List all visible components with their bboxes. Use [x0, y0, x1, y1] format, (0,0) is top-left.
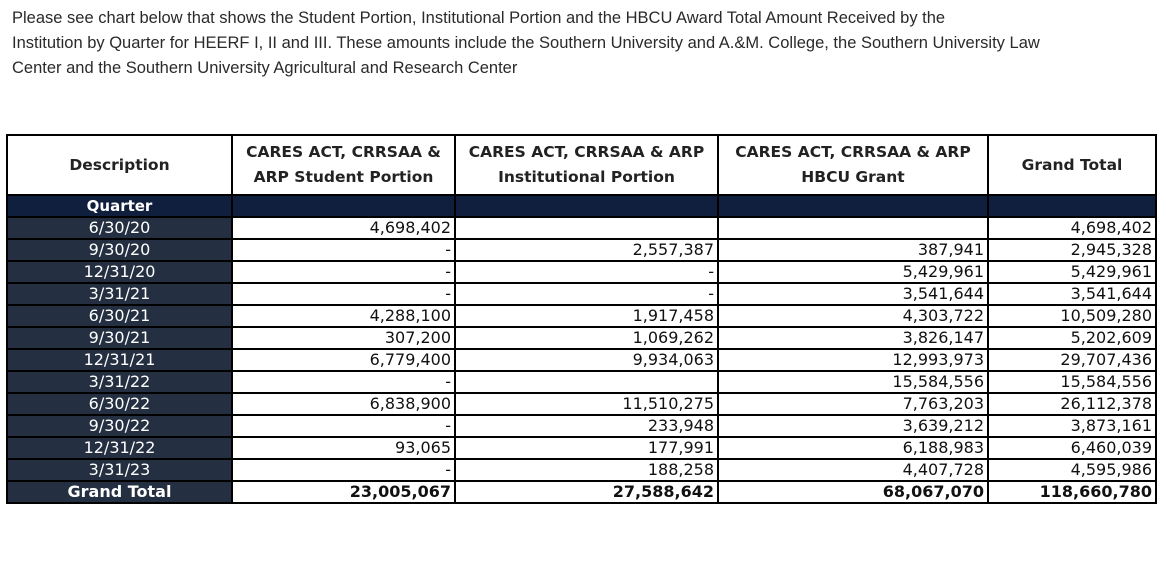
header-student-portion: CARES ACT, CRRSAA & ARP Student Portion — [232, 135, 455, 195]
institutional-portion-cell: 188,258 — [455, 459, 718, 481]
header-grand-total: Grand Total — [988, 135, 1156, 195]
table-row — [7, 349, 1156, 371]
quarter-band-cell — [455, 195, 718, 217]
institutional-portion-cell: - — [455, 283, 718, 305]
hbcu-grant-cell: 3,639,212 — [718, 415, 988, 437]
intro-line-3: Center and the Southern University Agricultural and Research Center — [12, 59, 518, 77]
hbcu-grant-cell — [718, 217, 988, 239]
student-portion-cell: 4,698,402 — [232, 217, 455, 239]
quarter-cell: 9/30/21 — [7, 327, 232, 349]
student-portion-cell: 6,779,400 — [232, 349, 455, 371]
hbcu-grant-cell: 387,941 — [718, 239, 988, 261]
student-portion-cell: - — [232, 239, 455, 261]
quarter-cell: 3/31/21 — [7, 283, 232, 305]
table-row — [7, 437, 1156, 459]
grand-total-cell: 4,698,402 — [988, 217, 1156, 239]
institutional-portion-cell: 9,934,063 — [455, 349, 718, 371]
student-portion-cell: 93,065 — [232, 437, 455, 459]
table-row — [7, 415, 1156, 437]
hbcu-grant-cell: 12,993,973 — [718, 349, 988, 371]
heerf-award-table — [6, 134, 1157, 504]
quarter-group-row — [7, 195, 1156, 217]
grand-total-hbcu-grant-cell: 68,067,070 — [718, 481, 988, 503]
grand-total-cell: 2,945,328 — [988, 239, 1156, 261]
student-portion-cell: - — [232, 459, 455, 481]
table-row — [7, 371, 1156, 393]
grand-total-institutional-portion-cell: 27,588,642 — [455, 481, 718, 503]
hbcu-grant-cell: 4,407,728 — [718, 459, 988, 481]
quarter-cell: 9/30/20 — [7, 239, 232, 261]
quarter-band-cell — [718, 195, 988, 217]
quarter-cell: 6/30/22 — [7, 393, 232, 415]
quarter-cell: 12/31/20 — [7, 261, 232, 283]
table-row — [7, 217, 1156, 239]
student-portion-cell: - — [232, 261, 455, 283]
institutional-portion-cell: 1,069,262 — [455, 327, 718, 349]
grand-total-cell: 29,707,436 — [988, 349, 1156, 371]
header-institutional-portion: CARES ACT, CRRSAA & ARP Institutional Portion — [455, 135, 718, 195]
hbcu-grant-cell: 3,826,147 — [718, 327, 988, 349]
student-portion-cell: 307,200 — [232, 327, 455, 349]
grand-total-cell: 5,202,609 — [988, 327, 1156, 349]
hbcu-grant-cell: 3,541,644 — [718, 283, 988, 305]
heerf-table-container — [6, 134, 1155, 504]
grand-total-cell: 3,873,161 — [988, 415, 1156, 437]
grand-total-cell: 3,541,644 — [988, 283, 1156, 305]
student-portion-cell: 4,288,100 — [232, 305, 455, 327]
grand-total-row — [7, 481, 1156, 503]
grand-total-cell: 5,429,961 — [988, 261, 1156, 283]
quarter-cell: 3/31/23 — [7, 459, 232, 481]
quarter-cell: 3/31/22 — [7, 371, 232, 393]
quarter-band-cell — [988, 195, 1156, 217]
header-description: Description — [7, 135, 232, 195]
quarter-cell: 12/31/21 — [7, 349, 232, 371]
student-portion-cell: - — [232, 283, 455, 305]
intro-line-1: Please see chart below that shows the Student Portion, Institutional Portion and the HBCU Award Total Amount Received by the — [12, 9, 946, 27]
table-row — [7, 459, 1156, 481]
grand-total-cell: 10,509,280 — [988, 305, 1156, 327]
institutional-portion-cell: 1,917,458 — [455, 305, 718, 327]
hbcu-grant-cell: 7,763,203 — [718, 393, 988, 415]
hbcu-grant-cell: 15,584,556 — [718, 371, 988, 393]
institutional-portion-cell: 233,948 — [455, 415, 718, 437]
institutional-portion-cell — [455, 371, 718, 393]
grand-total-label: Grand Total — [7, 481, 232, 503]
institutional-portion-cell: 2,557,387 — [455, 239, 718, 261]
table-row — [7, 283, 1156, 305]
quarter-cell: 9/30/22 — [7, 415, 232, 437]
table-row — [7, 239, 1156, 261]
table-row — [7, 261, 1156, 283]
header-hbcu-grant: CARES ACT, CRRSAA & ARP HBCU Grant — [718, 135, 988, 195]
institutional-portion-cell: 11,510,275 — [455, 393, 718, 415]
quarter-cell: 12/31/22 — [7, 437, 232, 459]
institutional-portion-cell — [455, 217, 718, 239]
hbcu-grant-cell: 5,429,961 — [718, 261, 988, 283]
grand-total-cell: 15,584,556 — [988, 371, 1156, 393]
institutional-portion-cell: 177,991 — [455, 437, 718, 459]
intro-line-2: Institution by Quarter for HEERF I, II and III. These amounts include the Southern University and A.&M. College, the Southern University Law — [12, 34, 1040, 52]
quarter-cell: 6/30/20 — [7, 217, 232, 239]
table-row — [7, 305, 1156, 327]
grand-total-cell: 6,460,039 — [988, 437, 1156, 459]
institutional-portion-cell: - — [455, 261, 718, 283]
intro-paragraph — [12, 6, 1142, 81]
quarter-band-cell — [232, 195, 455, 217]
table-row — [7, 327, 1156, 349]
hbcu-grant-cell: 4,303,722 — [718, 305, 988, 327]
quarter-cell: 6/30/21 — [7, 305, 232, 327]
grand-total-student-portion-cell: 23,005,067 — [232, 481, 455, 503]
student-portion-cell: 6,838,900 — [232, 393, 455, 415]
quarter-group-label: Quarter — [7, 195, 232, 217]
hbcu-grant-cell: 6,188,983 — [718, 437, 988, 459]
grand-total-grand-total-cell: 118,660,780 — [988, 481, 1156, 503]
student-portion-cell: - — [232, 415, 455, 437]
student-portion-cell: - — [232, 371, 455, 393]
grand-total-cell: 26,112,378 — [988, 393, 1156, 415]
grand-total-cell: 4,595,986 — [988, 459, 1156, 481]
table-row — [7, 393, 1156, 415]
header-row — [7, 135, 1156, 195]
